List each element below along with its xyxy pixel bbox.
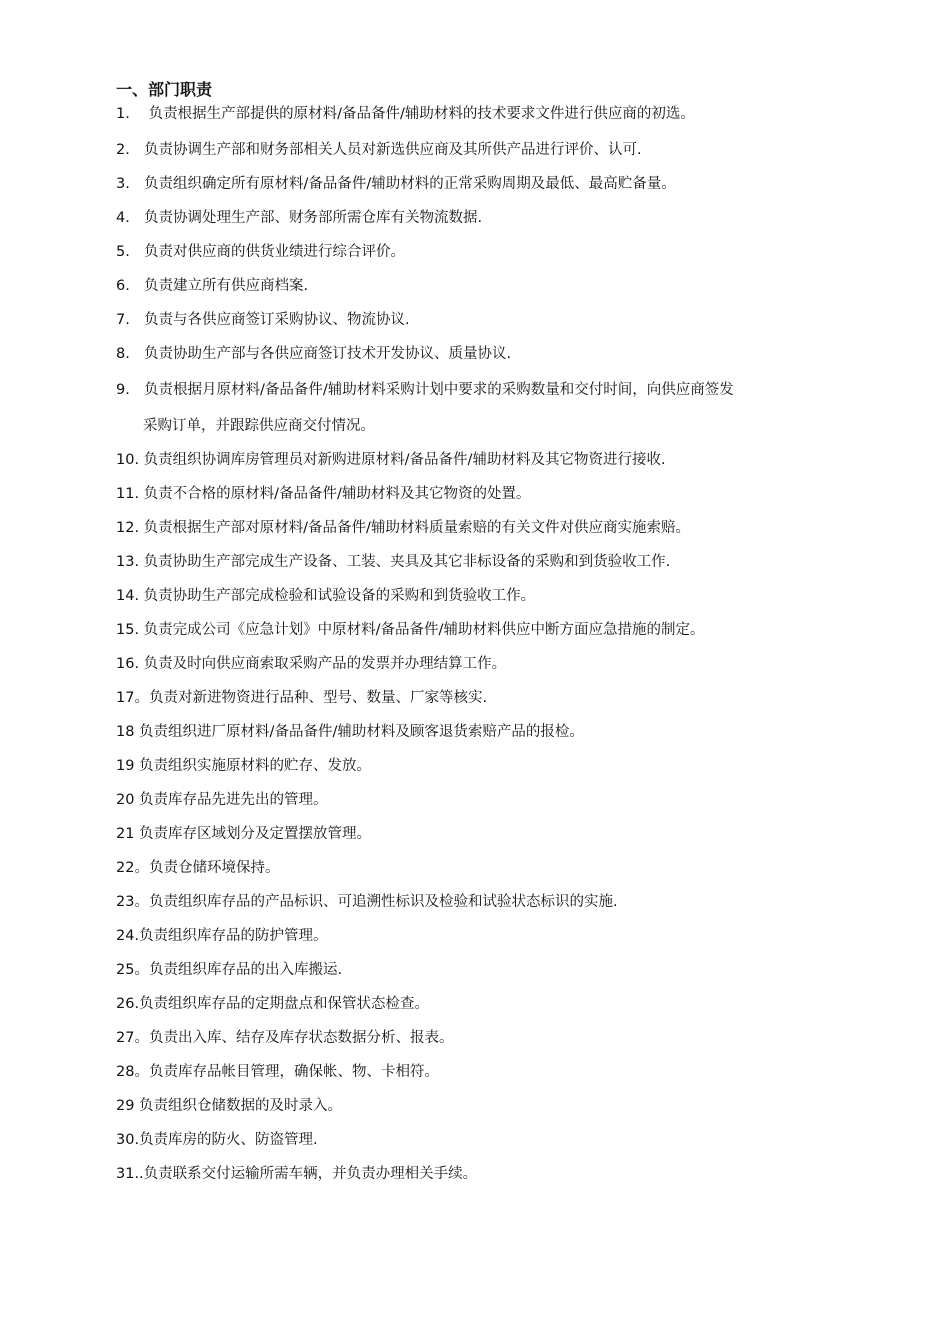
list-item [116, 450, 666, 470]
item-text: 负责组织库存品的防护管理。 [139, 928, 328, 944]
item-number: 18 [116, 724, 135, 740]
item-number: 14. [116, 588, 140, 604]
item-text: 负责完成公司《应急计划》中原材料/备品备件/辅助材料供应中断方面应急措施的制定。 [139, 622, 705, 638]
item-number: 28 [116, 1064, 135, 1080]
list-item [116, 208, 482, 228]
item-number: 20 [116, 792, 135, 808]
list-item [116, 310, 410, 330]
item-text: 负责及时向供应商索取采购产品的发票并办理结算工作。 [139, 656, 507, 672]
item-text: 负责协助生产部完成生产设备、工装、夹具及其它非标设备的采购和到货验收工作. [139, 554, 671, 570]
item-text: 负责组织仓储数据的及时录入。 [134, 1098, 343, 1114]
item-number: 6. [116, 278, 130, 294]
item-text: 负责协助生产部完成检验和试验设备的采购和到货验收工作。 [139, 588, 536, 604]
item-number: 13. [116, 554, 140, 570]
item-text: 。负责组织库存品的产品标识、可追溯性标识及检验和试验状态标识的实施. [134, 894, 618, 910]
item-text: 负责不合格的原材料/备品备件/辅助材料及其它物资的处置。 [139, 486, 531, 502]
item-number: 11. [116, 486, 140, 502]
item-text: 负责组织协调库房管理员对新购进原材料/备品备件/辅助材料及其它物资进行接收. [139, 452, 666, 468]
item-text: 负责协调生产部和财务部相关人员对新选供应商及其所供产品进行评价、认可. [144, 142, 642, 158]
item-number: 8. [116, 346, 130, 362]
item-text: 负责与各供应商签订采购协议、物流协议. [144, 312, 410, 328]
item-text: 负责组织实施原材料的贮存、发放。 [134, 758, 372, 774]
list-item [116, 1028, 453, 1048]
list-item [116, 344, 511, 364]
item-number: 4. [116, 210, 130, 226]
item-text: 负责建立所有供应商档案. [144, 278, 309, 294]
item-text: 。负责出入库、结存及库存状态数据分析、报表。 [134, 1030, 454, 1046]
item-number: 12. [116, 520, 140, 536]
item-number: 21 [116, 826, 135, 842]
item-text: 负责协助生产部与各供应商签订技术开发协议、质量协议. [144, 346, 512, 362]
item-text: 负责根据月原材料/备品备件/辅助材料采购计划中要求的采购数量和交付时间，向供应商签发 [144, 382, 734, 398]
list-item [116, 756, 371, 776]
item-text: 负责库存区域划分及定置摆放管理。 [134, 826, 372, 842]
list-item [116, 552, 670, 572]
item-number: 16. [116, 656, 140, 672]
list-item [116, 484, 530, 504]
list-item [116, 518, 690, 538]
list-item [116, 1164, 477, 1184]
item-text: 负责组织确定所有原材料/备品备件/辅助材料的正常采购周期及最低、最高贮备量。 [144, 176, 676, 192]
item-text-continuation: 采购订单，并跟踪供应商交付情况。 [143, 418, 375, 434]
list-item [116, 380, 734, 400]
item-number: 29 [116, 1098, 135, 1114]
item-text: 负责根据生产部提供的原材料/备品备件/辅助材料的技术要求文件进行供应商的初选。 [144, 106, 695, 122]
list-item [116, 104, 695, 124]
list-item [116, 276, 308, 296]
item-text: 。负责对新进物资进行品种、型号、数量、厂家等核实. [134, 690, 488, 706]
list-item [116, 1130, 318, 1150]
item-number: 22 [116, 860, 135, 876]
list-item [116, 824, 371, 844]
list-item [116, 620, 704, 640]
item-number: 2. [116, 142, 130, 158]
item-number: 23 [116, 894, 135, 910]
item-number: 5. [116, 244, 130, 260]
list-item [116, 960, 342, 980]
item-number: 30. [116, 1132, 140, 1148]
item-text: 负责对供应商的供货业绩进行综合评价。 [144, 244, 405, 260]
list-item [116, 688, 487, 708]
list-item [116, 140, 642, 160]
item-number: 15. [116, 622, 140, 638]
item-number: 10. [116, 452, 140, 468]
item-number: 25 [116, 962, 135, 978]
item-number: 31.. [116, 1166, 144, 1182]
list-item [116, 790, 328, 810]
item-number: 7. [116, 312, 130, 328]
list-item [116, 586, 535, 606]
item-text: 。负责仓储环境保持。 [134, 860, 280, 876]
list-item [116, 994, 429, 1014]
section-title: 一、部门职责 [116, 80, 213, 99]
list-item [116, 1096, 342, 1116]
item-text: 负责根据生产部对原材料/备品备件/辅助材料质量索赔的有关文件对供应商实施索赔。 [139, 520, 690, 536]
item-number: 24. [116, 928, 140, 944]
list-item [116, 242, 405, 262]
item-number: 1. [116, 106, 130, 122]
list-item [116, 722, 584, 742]
item-text: 负责组织进厂原材料/备品备件/辅助材料及顾客退货索赔产品的报检。 [134, 724, 584, 740]
item-text: 负责联系交付运输所需车辆，并负责办理相关手续。 [143, 1166, 478, 1182]
item-text: 负责库存品先进先出的管理。 [134, 792, 328, 808]
list-item [116, 174, 676, 194]
item-text: 负责库房的防火、防盗管理. [139, 1132, 318, 1148]
list-item [116, 892, 618, 912]
list-item [116, 1062, 439, 1082]
item-text: 负责组织库存品的定期盘点和保管状态检查。 [139, 996, 430, 1012]
item-number: 26. [116, 996, 140, 1012]
list-item [116, 654, 506, 674]
item-number: 27 [116, 1030, 135, 1046]
item-number: 9. [116, 382, 130, 398]
item-number: 3. [116, 176, 130, 192]
item-number: 19 [116, 758, 135, 774]
list-item [116, 926, 328, 946]
item-text: 。负责组织库存品的出入库搬运. [134, 962, 343, 978]
item-text: 负责协调处理生产部、财务部所需仓库有关物流数据. [144, 210, 483, 226]
item-text: 。负责库存品帐目管理，确保帐、物、卡相符。 [134, 1064, 439, 1080]
list-item [116, 858, 279, 878]
item-number: 17 [116, 690, 135, 706]
